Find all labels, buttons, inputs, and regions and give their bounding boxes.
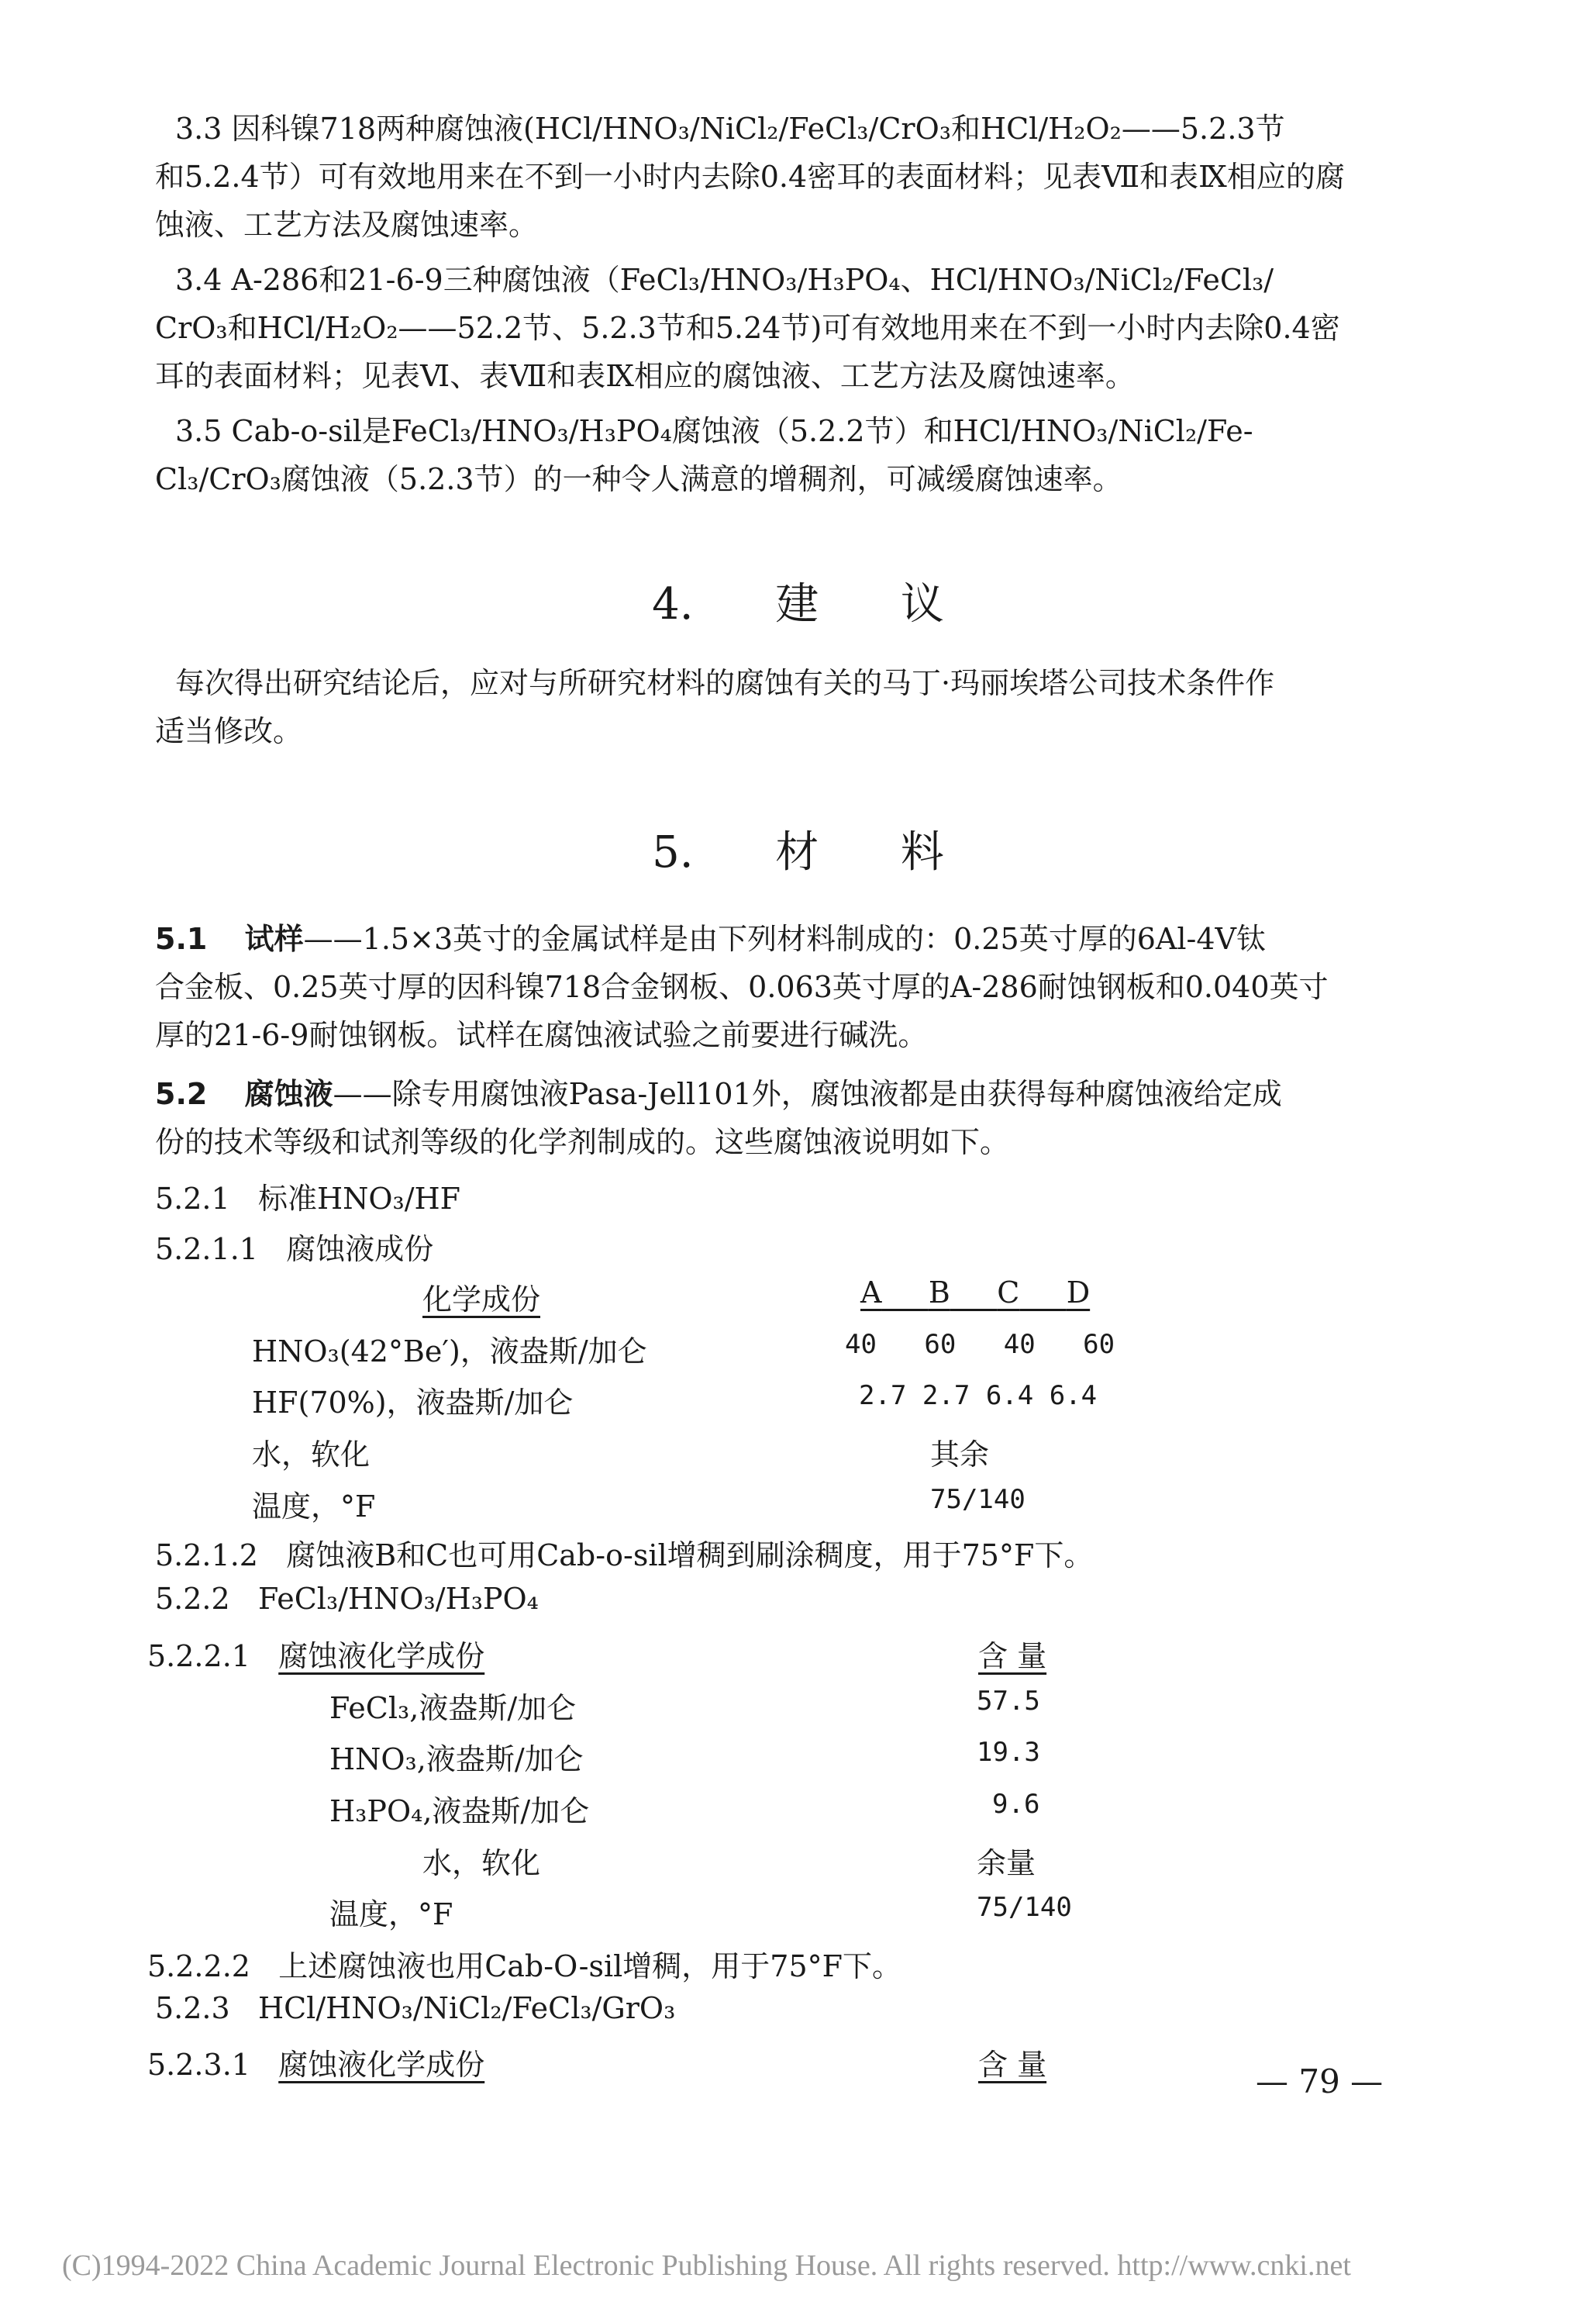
quantity-header: 含 量 [978, 2048, 1047, 2082]
item-number: 5.2 [155, 1077, 208, 1111]
para-line: 和5.2.4节）可有效地用来在不到一小时内去除0.4密耳的表面材料；见表Ⅶ和表Ⅸ相应的腐 [155, 160, 1345, 194]
table-cell: 2.7 [859, 1380, 907, 1411]
table-row-label: HNO₃,液盎斯/加仑 [329, 1742, 584, 1776]
table-cell: 40 [845, 1329, 877, 1360]
table-cell: 9.6 [992, 1789, 1040, 1820]
para-line: Cl₃/CrO₃腐蚀液（5.2.3节）的一种令人满意的增稠剂，可减缓腐蚀速率。 [155, 462, 1122, 496]
subsection-5-2-2-2 [147, 1942, 901, 1985]
table-cell: 57.5 [977, 1686, 1040, 1717]
para-line: 3.3 因科镍718两种腐蚀液(HCl/HNO₃/NiCl₂/FeCl₃/CrO₃和HCl/H₂O₂——5.2.3节 [175, 112, 1285, 146]
para-line: 每次得出研究结论后，应对与所研究材料的腐蚀有关的马丁·玛丽埃塔公司技术条件作 [175, 666, 1275, 700]
subsection-text: 腐蚀液B和C也可用Cab-o-sil增稠到刷涂稠度，用于75°F下。 [286, 1538, 1094, 1572]
table-row-label: 温度，°F [329, 1897, 453, 1931]
table-row-label: FeCl₃,液盎斯/加仑 [329, 1691, 577, 1725]
table-cell: 75/140 [977, 1892, 1072, 1923]
para-line: 适当修改。 [155, 714, 303, 748]
col-header-b: B [928, 1275, 950, 1310]
table-cell: 余量 [977, 1846, 1036, 1880]
para-line: 份的技术等级和试剂等级的化学剂制成的。这些腐蚀液说明如下。 [155, 1125, 1010, 1159]
para-line: 3.4 A-286和21-6-9三种腐蚀液（FeCl₃/HNO₃/H₃PO₄、HCl/HNO₃/NiCl₂/FeCl₃/ [175, 263, 1274, 297]
para-line: 厚的21-6-9耐蚀钢板。试样在腐蚀液试验之前要进行碱洗。 [155, 1018, 928, 1052]
para-line [155, 915, 1442, 963]
heading-word: 料 [900, 827, 944, 878]
subsection-number: 5.2.1.2 [155, 1538, 258, 1572]
subsection-5-2-1 [155, 1175, 460, 1217]
para-line: 3.5 Cab-o-sil是FeCl₃/HNO₃/H₃PO₄腐蚀液（5.2.2节）和HCl/HNO₃/NiCl₂/Fe- [175, 414, 1253, 448]
paragraph-3-3 [155, 105, 1442, 249]
subsection-number: 5.2.1 [155, 1182, 230, 1216]
subsection-number: 5.2.2.2 [147, 1949, 250, 1983]
subsection-number: 5.2.3.1 [147, 2048, 250, 2082]
heading-word: 材 [775, 827, 819, 878]
subsection-5-2-1-2 [155, 1531, 1093, 1574]
page-number: — 79 — [1256, 2062, 1384, 2100]
table-row-label: HNO₃(42°Be′)，液盎斯/加仑 [252, 1334, 647, 1368]
col-header-a: A [860, 1275, 882, 1310]
table-row-values [845, 1329, 1115, 1360]
subsection-5-2-3-1 [147, 2041, 484, 2083]
table-row-label: 水，软化 [252, 1438, 371, 1472]
para-line: 合金板、0.25英寸厚的因科镍718合金钢板、0.063英寸厚的A-286耐蚀钢板和0.040英寸 [155, 970, 1329, 1004]
subsection-5-2-1-1 [155, 1225, 433, 1268]
subsection-number: 5.2.1.1 [155, 1232, 258, 1266]
table-header: 化学成份 [422, 1282, 541, 1317]
table-cell: 60 [1083, 1329, 1115, 1360]
subsection-5-2-2 [155, 1582, 539, 1616]
subsection-title: HCl/HNO₃/NiCl₂/FeCl₃/GrO₃ [257, 1991, 676, 2025]
table-cell: 6.4 [985, 1380, 1034, 1411]
para-line: 耳的表面材料；见表Ⅵ、表Ⅶ和表Ⅸ相应的腐蚀液、工艺方法及腐蚀速率。 [155, 359, 1135, 393]
heading-word: 建 [775, 579, 819, 630]
subsection-text: 上述腐蚀液也用Cab-O-sil增稠，用于75°F下。 [278, 1949, 902, 1983]
col-header-c: C [997, 1275, 1020, 1310]
item-title: 试样 [244, 922, 304, 956]
table-cell: 75/140 [930, 1484, 1026, 1515]
subsection-title: 腐蚀液化学成份 [278, 1639, 485, 1673]
table-cell: 40 [1003, 1329, 1036, 1360]
item-title: 腐蚀液 [244, 1077, 333, 1111]
col-header-d: D [1066, 1275, 1091, 1310]
subsection-title: 腐蚀液化学成份 [278, 2048, 485, 2082]
para-line: 蚀液、工艺方法及腐蚀速率。 [155, 208, 539, 242]
subsection-title: 标准HNO₃/HF [257, 1182, 461, 1216]
heading-number: 5. [652, 827, 694, 878]
para-line [155, 1070, 1442, 1118]
subsection-number: 5.2.2.1 [147, 1639, 250, 1673]
table-col-headers [860, 1275, 1090, 1310]
paragraph-5-2 [155, 1070, 1442, 1166]
item-text: ——除专用腐蚀液Pasa-Jell101外，腐蚀液都是由获得每种腐蚀液给定成 [333, 1077, 1282, 1111]
copyright-footer: (C)1994-2022 China Academic Journal Electronic Publishing House. All rights reserved. http://www.cnki.net [62, 2249, 1351, 2282]
subsection-title: FeCl₃/HNO₃/H₃PO₄ [257, 1582, 539, 1616]
heading-number: 4. [652, 579, 694, 630]
subsection-5-2-3 [155, 1991, 675, 2025]
section-heading-4 [0, 570, 1596, 632]
table-cell: 2.7 [922, 1380, 970, 1411]
heading-word: 议 [900, 579, 944, 630]
quantity-header: 含 量 [978, 1639, 1047, 1673]
item-number: 5.1 [155, 922, 208, 956]
table-cell: 其余 [930, 1438, 990, 1472]
table-cell: 19.3 [977, 1737, 1040, 1768]
table-cell: 60 [924, 1329, 957, 1360]
table-row-label: 水，软化 [422, 1846, 541, 1880]
table-row-label: HF(70%)，液盎斯/加仑 [252, 1386, 574, 1420]
section-heading-5 [0, 818, 1596, 880]
subsection-number: 5.2.3 [155, 1991, 230, 2025]
para-line: CrO₃和HCl/H₂O₂——52.2节、5.2.3节和5.24节)可有效地用来在不到一小时内去除0.4密 [155, 311, 1340, 345]
subsection-5-2-2-1 [147, 1632, 484, 1675]
paragraph-3-4 [155, 256, 1442, 400]
item-text: ——1.5×3英寸的金属试样是由下列材料制成的：0.25英寸厚的6Al-4V钛 [303, 922, 1266, 956]
table-row-values [859, 1380, 1097, 1411]
table-row-label: 温度，°F [252, 1489, 376, 1524]
subsection-number: 5.2.2 [155, 1582, 230, 1616]
subsection-title: 腐蚀液成份 [286, 1232, 434, 1266]
table-cell: 6.4 [1049, 1380, 1098, 1411]
table-row-label: H₃PO₄,液盎斯/加仑 [329, 1794, 590, 1828]
paragraph-5-1 [155, 915, 1442, 1059]
paragraph-3-5 [155, 407, 1442, 503]
paragraph-4 [155, 659, 1442, 755]
